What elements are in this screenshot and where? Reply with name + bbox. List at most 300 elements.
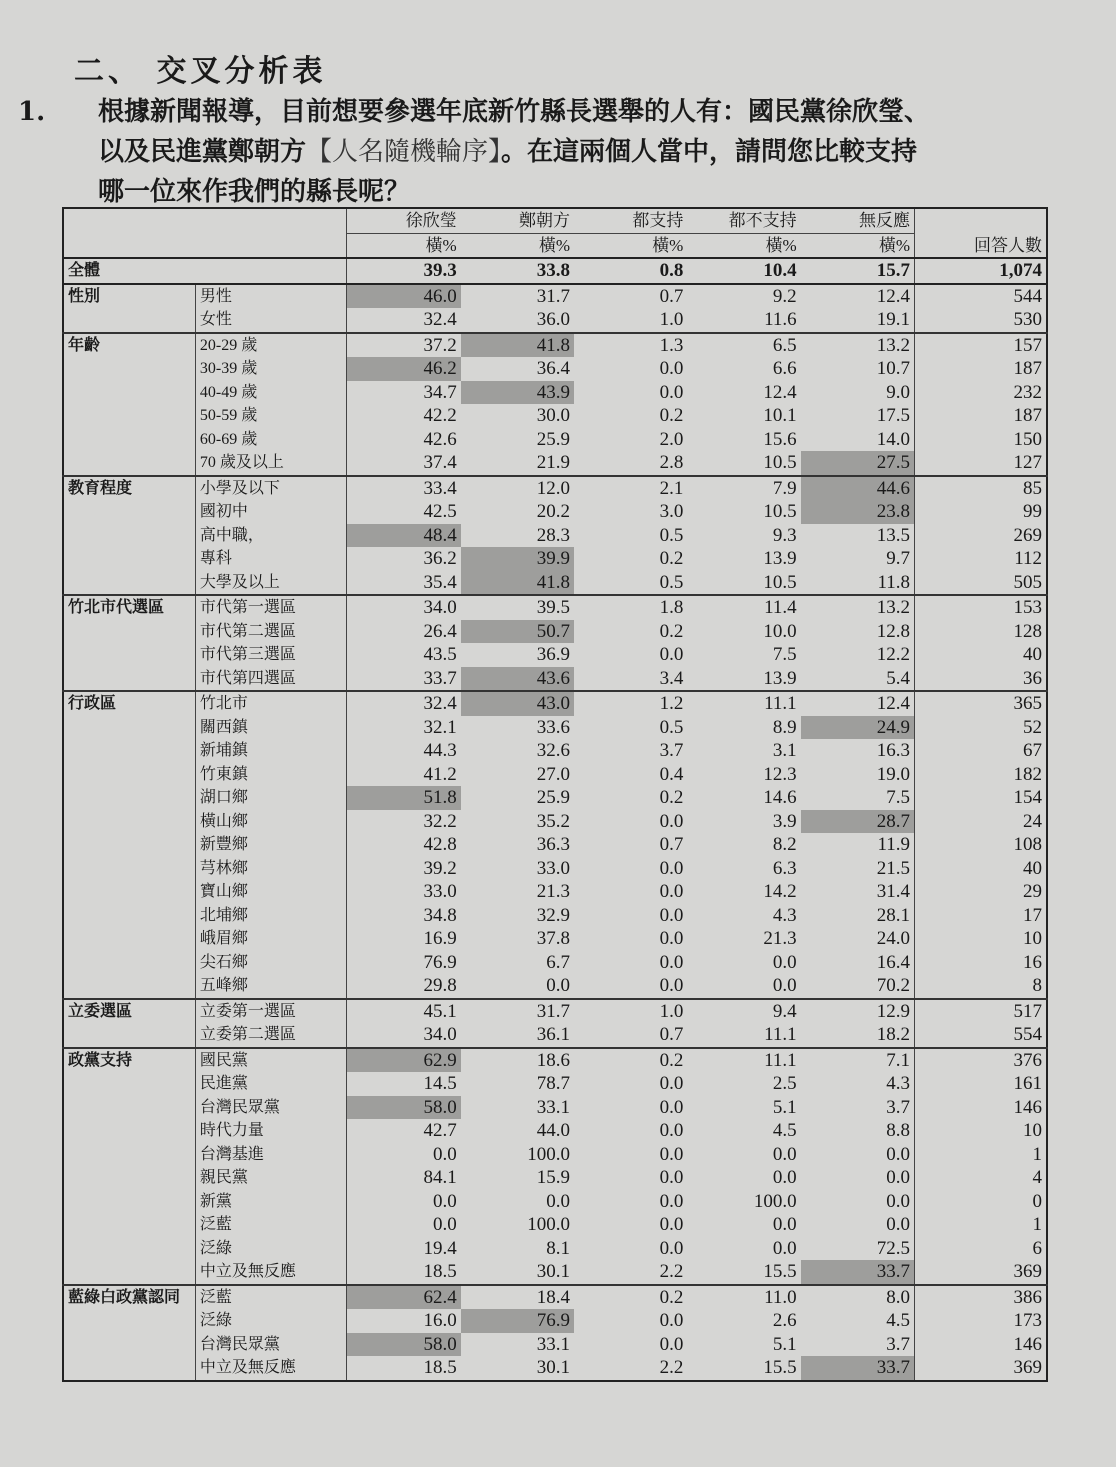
value-cell: 0.2 xyxy=(574,1048,687,1073)
highlighted-value-cell: 76.9 xyxy=(461,1309,574,1333)
value-cell: 9.0 xyxy=(801,381,915,405)
respondent-count-cell: 36 xyxy=(915,667,1047,692)
row-label: 立委第一選區 xyxy=(195,999,346,1024)
value-cell: 34.0 xyxy=(347,595,461,620)
table-row xyxy=(63,476,1047,501)
highlighted-value-cell: 46.2 xyxy=(347,357,461,381)
value-cell: 12.4 xyxy=(801,284,915,309)
value-cell: 1.3 xyxy=(574,333,687,358)
value-cell: 84.1 xyxy=(423,1167,457,1189)
value-cell: 0.0 xyxy=(659,904,684,926)
value-cell: 3.7 xyxy=(659,740,684,762)
value-cell: 8.2 xyxy=(772,834,797,856)
value-cell: 12.8 xyxy=(801,620,915,644)
table-body xyxy=(63,258,1047,1381)
question-text xyxy=(18,92,1068,212)
respondent-count-cell: 386 xyxy=(915,1285,1047,1310)
respondent-count-cell: 232 xyxy=(915,381,1047,405)
value-cell: 36.9 xyxy=(536,644,571,666)
value-cell: 0.0 xyxy=(772,951,797,973)
value-cell: 0.0 xyxy=(659,928,684,950)
value-cell: 4.3 xyxy=(801,1072,915,1096)
value-cell: 2.0 xyxy=(659,428,684,450)
value-cell: 0.0 xyxy=(772,1143,797,1165)
value-cell: 0.0 xyxy=(659,1096,684,1118)
value-cell: 32.4 xyxy=(347,691,461,716)
value-cell: 37.2 xyxy=(347,333,461,358)
row-label: 芎林鄉 xyxy=(195,857,346,881)
value-cell: 15.5 xyxy=(763,1357,797,1379)
value-cell: 7.5 xyxy=(772,644,797,666)
value-cell: 36.2 xyxy=(423,548,457,570)
value-cell: 12.4 xyxy=(763,381,797,403)
value-cell: 11.1 xyxy=(687,691,800,716)
value-cell: 0.0 xyxy=(801,1166,915,1190)
value-cell: 5.1 xyxy=(772,1333,797,1355)
value-cell: 44.3 xyxy=(423,740,457,762)
table-row xyxy=(63,620,1047,644)
value-cell: 15.6 xyxy=(763,428,797,450)
value-cell: 0.5 xyxy=(659,571,684,593)
random-order-note: 【人名隨機輪序】 xyxy=(306,137,502,167)
value-cell: 9.4 xyxy=(687,999,800,1024)
value-cell: 0.0 xyxy=(659,1214,684,1236)
value-cell: 0.0 xyxy=(432,1143,457,1165)
value-cell: 3.9 xyxy=(772,810,797,832)
value-cell: 1.2 xyxy=(574,691,687,716)
value-cell: 31.7 xyxy=(461,284,574,309)
row-label: 湖口鄉 xyxy=(195,786,346,810)
value-cell: 42.6 xyxy=(423,428,457,450)
row-label: 寶山鄉 xyxy=(195,880,346,904)
value-cell: 12.9 xyxy=(801,999,915,1024)
value-cell: 0.0 xyxy=(801,1213,915,1237)
value-cell: 19.1 xyxy=(801,308,915,333)
value-cell: 0.7 xyxy=(574,284,687,309)
question-line-3: 哪一位來作我們的縣長呢？ xyxy=(98,177,411,207)
row-label: 市代第三選區 xyxy=(195,643,346,667)
row-label: 20-29 歲 xyxy=(195,333,346,358)
table-row xyxy=(63,1237,1047,1261)
group-label: 性別 xyxy=(63,284,195,333)
value-cell: 3.1 xyxy=(772,740,797,762)
value-cell: 21.3 xyxy=(536,881,571,903)
value-cell: 29.8 xyxy=(423,975,457,997)
header-unit: 橫% xyxy=(801,233,915,258)
value-cell: 33.6 xyxy=(536,716,571,738)
header-respondent-count: 回答人數 xyxy=(915,208,1047,258)
value-cell: 6.5 xyxy=(687,333,800,358)
respondent-count-cell: 269 xyxy=(915,524,1047,548)
value-cell: 42.2 xyxy=(423,405,457,427)
highlighted-value-cell: 33.7 xyxy=(801,1260,915,1285)
highlighted-value-cell: 39.9 xyxy=(461,547,574,571)
value-cell: 30.0 xyxy=(536,405,571,427)
respondent-count-cell: 17 xyxy=(915,904,1047,928)
value-cell: 100.0 xyxy=(527,1143,571,1165)
value-cell: 8.0 xyxy=(801,1285,915,1310)
value-cell: 32.2 xyxy=(423,810,457,832)
value-cell: 11.9 xyxy=(801,833,915,857)
value-cell: 21.5 xyxy=(801,857,915,881)
value-cell: 36.3 xyxy=(536,834,571,856)
highlighted-value-cell: 62.4 xyxy=(347,1285,461,1310)
value-cell: 16.4 xyxy=(801,951,915,975)
table-row xyxy=(63,428,1047,452)
row-label: 時代力量 xyxy=(195,1119,346,1143)
value-cell: 26.4 xyxy=(423,620,457,642)
value-cell: 18.5 xyxy=(423,1261,457,1283)
value-cell: 43.5 xyxy=(423,644,457,666)
respondent-count-cell: 182 xyxy=(915,763,1047,787)
table-row xyxy=(63,1213,1047,1237)
respondent-count-cell: 544 xyxy=(915,284,1047,309)
value-cell: 37.4 xyxy=(423,452,457,474)
value-cell: 25.9 xyxy=(536,428,571,450)
respondent-count-cell: 99 xyxy=(915,500,1047,524)
section-title: 二、 交叉分析表 xyxy=(74,54,327,89)
respondent-count-cell: 1 xyxy=(915,1213,1047,1237)
row-label: 尖石鄉 xyxy=(195,951,346,975)
highlighted-value-cell: 58.0 xyxy=(347,1096,461,1120)
value-cell: 0.0 xyxy=(659,951,684,973)
respondent-count-cell: 16 xyxy=(915,951,1047,975)
value-cell: 0.0 xyxy=(659,1120,684,1142)
value-cell: 9.3 xyxy=(772,524,797,546)
value-cell: 33.1 xyxy=(536,1333,571,1355)
row-label: 市代第一選區 xyxy=(195,595,346,620)
table-row xyxy=(63,1285,1047,1310)
table-row xyxy=(63,763,1047,787)
row-label: 60-69 歲 xyxy=(195,428,346,452)
row-label: 國民黨 xyxy=(195,1048,346,1073)
row-label: 國初中 xyxy=(195,500,346,524)
respondent-count-cell: 517 xyxy=(915,999,1047,1024)
value-cell: 13.9 xyxy=(763,667,797,689)
respondent-count-cell: 67 xyxy=(915,739,1047,763)
respondent-count-cell: 146 xyxy=(915,1096,1047,1120)
value-cell: 0.7 xyxy=(659,1024,684,1046)
respondent-count-cell: 8 xyxy=(915,974,1047,999)
table-row xyxy=(63,571,1047,596)
group-label: 竹北市代選區 xyxy=(63,595,195,691)
value-cell: 0.2 xyxy=(574,1285,687,1310)
value-cell: 25.9 xyxy=(536,787,571,809)
value-cell: 0.0 xyxy=(659,1237,684,1259)
value-cell: 8.8 xyxy=(801,1119,915,1143)
respondent-count-cell: 554 xyxy=(915,1023,1047,1048)
table-row xyxy=(63,691,1047,716)
value-cell: 34.7 xyxy=(423,381,457,403)
header-unit: 橫% xyxy=(538,235,571,255)
value-cell: 11.1 xyxy=(764,1024,797,1046)
row-label: 市代第四選區 xyxy=(195,667,346,692)
respondent-count-cell: 85 xyxy=(915,476,1047,501)
table-row xyxy=(63,1333,1047,1357)
highlighted-value-cell: 46.0 xyxy=(347,284,461,309)
value-cell: 33.7 xyxy=(423,667,457,689)
value-cell: 0.0 xyxy=(659,644,684,666)
value-cell: 0.0 xyxy=(659,1190,684,1212)
row-label: 五峰鄉 xyxy=(195,974,346,999)
value-cell: 0.0 xyxy=(772,1214,797,1236)
value-cell: 12.0 xyxy=(461,476,574,501)
value-cell: 6.3 xyxy=(772,857,797,879)
value-cell: 42.7 xyxy=(423,1120,457,1142)
row-label: 竹東鎮 xyxy=(195,763,346,787)
value-cell: 0.2 xyxy=(659,620,684,642)
value-cell: 8.1 xyxy=(546,1237,571,1259)
respondent-count-cell: 4 xyxy=(915,1166,1047,1190)
value-cell: 13.2 xyxy=(801,333,915,358)
value-cell: 41.2 xyxy=(423,763,457,785)
respondent-count-cell: 187 xyxy=(915,404,1047,428)
value-cell: 13.9 xyxy=(763,548,797,570)
value-cell: 0.0 xyxy=(659,381,684,403)
question-line-2: 以及民進黨鄭朝方【人名隨機輪序】。在這兩個人當中，請問您比較支持 xyxy=(98,137,918,167)
value-cell: 12.4 xyxy=(801,691,915,716)
value-cell: 39.5 xyxy=(461,595,574,620)
value-cell: 32.4 xyxy=(423,309,457,331)
value-cell: 10.5 xyxy=(763,571,797,593)
row-label: 親民黨 xyxy=(195,1166,346,1190)
value-cell: 30.1 xyxy=(536,1357,571,1379)
total-value: 10.4 xyxy=(687,258,800,284)
respondent-count-cell: 40 xyxy=(915,643,1047,667)
table-row xyxy=(63,451,1047,476)
value-cell: 15.5 xyxy=(763,1261,797,1283)
row-label: 40-49 歲 xyxy=(195,381,346,405)
value-cell: 20.2 xyxy=(536,501,571,523)
value-cell: 32.6 xyxy=(536,740,571,762)
total-row xyxy=(63,258,1047,284)
highlighted-value-cell: 23.8 xyxy=(801,500,915,524)
value-cell: 11.6 xyxy=(764,309,797,331)
row-label: 關西鎮 xyxy=(195,716,346,740)
value-cell: 36.0 xyxy=(536,309,571,331)
row-label: 竹北市 xyxy=(195,691,346,716)
value-cell: 42.8 xyxy=(423,834,457,856)
respondent-count-cell: 157 xyxy=(915,333,1047,358)
highlighted-value-cell: 24.9 xyxy=(801,716,915,740)
value-cell: 30.1 xyxy=(536,1261,571,1283)
total-value: 0.8 xyxy=(574,258,687,284)
value-cell: 19.0 xyxy=(801,763,915,787)
highlighted-value-cell: 43.6 xyxy=(461,667,574,692)
table-row xyxy=(63,1096,1047,1120)
value-cell: 0.0 xyxy=(659,1143,684,1165)
value-cell: 0.0 xyxy=(772,1237,797,1259)
value-cell: 2.6 xyxy=(772,1310,797,1332)
value-cell: 70.2 xyxy=(801,974,915,999)
total-value: 39.3 xyxy=(347,258,461,284)
value-cell: 4.5 xyxy=(772,1120,797,1142)
row-label: 泛藍 xyxy=(195,1213,346,1237)
row-label: 小學及以下 xyxy=(195,476,346,501)
table-row xyxy=(63,1143,1047,1167)
value-cell: 0.7 xyxy=(659,834,684,856)
row-label: 泛藍 xyxy=(195,1285,346,1310)
header-candidate-3: 都不支持 xyxy=(687,208,800,233)
value-cell: 18.4 xyxy=(461,1285,574,1310)
value-cell: 17.5 xyxy=(801,404,915,428)
row-label: 新埔鎮 xyxy=(195,739,346,763)
value-cell: 6.6 xyxy=(772,358,797,380)
value-cell: 35.2 xyxy=(536,810,571,832)
table-row xyxy=(63,1190,1047,1214)
table-row xyxy=(63,667,1047,692)
table-row xyxy=(63,595,1047,620)
respondent-count-cell: 40 xyxy=(915,857,1047,881)
total-value: 33.8 xyxy=(461,258,574,284)
respondent-count-cell: 108 xyxy=(915,833,1047,857)
value-cell: 32.1 xyxy=(423,716,457,738)
value-cell: 21.3 xyxy=(763,928,797,950)
respondent-count-cell: 173 xyxy=(915,1309,1047,1333)
value-cell: 0.0 xyxy=(659,1073,684,1095)
value-cell: 7.1 xyxy=(801,1048,915,1073)
group-label: 政黨支持 xyxy=(63,1048,195,1285)
highlighted-value-cell: 33.7 xyxy=(801,1356,915,1381)
value-cell: 78.7 xyxy=(536,1073,571,1095)
respondent-count-cell: 505 xyxy=(915,571,1047,596)
total-value: 15.7 xyxy=(801,258,915,284)
highlighted-value-cell: 43.9 xyxy=(461,381,574,405)
value-cell: 11.0 xyxy=(687,1285,800,1310)
value-cell: 14.5 xyxy=(423,1073,457,1095)
value-cell: 12.2 xyxy=(801,643,915,667)
cross-analysis-table xyxy=(62,207,1048,1382)
header-candidate-0: 徐欣瑩 xyxy=(347,208,461,233)
table-row xyxy=(63,524,1047,548)
table-row xyxy=(63,904,1047,928)
group-label: 藍綠白政黨認同 xyxy=(63,1285,195,1381)
value-cell: 0.2 xyxy=(659,405,684,427)
group-label: 教育程度 xyxy=(63,476,195,596)
value-cell: 36.4 xyxy=(536,358,571,380)
value-cell: 3.7 xyxy=(801,1096,915,1120)
table-row xyxy=(63,404,1047,428)
value-cell: 32.9 xyxy=(536,904,571,926)
value-cell: 33.0 xyxy=(423,881,457,903)
question-number: 1. xyxy=(18,97,46,127)
value-cell: 28.3 xyxy=(536,524,571,546)
value-cell: 0.0 xyxy=(546,975,571,997)
value-cell: 15.9 xyxy=(536,1167,571,1189)
header-unit: 橫% xyxy=(652,235,684,255)
value-cell: 1.0 xyxy=(574,999,687,1024)
row-label: 30-39 歲 xyxy=(195,357,346,381)
total-label: 全體 xyxy=(63,258,347,284)
value-cell: 1.0 xyxy=(659,309,684,331)
value-cell: 0.0 xyxy=(659,358,684,380)
value-cell: 3.4 xyxy=(659,667,684,689)
respondent-count-cell: 29 xyxy=(915,880,1047,904)
header-unit: 橫% xyxy=(765,235,797,255)
group-label: 立委選區 xyxy=(63,999,195,1048)
value-cell: 5.4 xyxy=(801,667,915,692)
highlighted-value-cell: 50.7 xyxy=(461,620,574,644)
table-row xyxy=(63,716,1047,740)
table-row xyxy=(63,1119,1047,1143)
value-cell: 0.0 xyxy=(546,1190,571,1212)
value-cell: 0.0 xyxy=(432,1190,457,1212)
value-cell: 4.5 xyxy=(801,1309,915,1333)
value-cell: 1.8 xyxy=(574,595,687,620)
header-candidate-4: 無反應 xyxy=(801,208,915,233)
value-cell: 34.8 xyxy=(423,904,457,926)
row-label: 女性 xyxy=(195,308,346,333)
value-cell: 0.0 xyxy=(659,881,684,903)
respondent-count-cell: 161 xyxy=(915,1072,1047,1096)
row-label: 專科 xyxy=(195,547,346,571)
respondent-count-cell: 530 xyxy=(915,308,1047,333)
value-cell: 9.2 xyxy=(687,284,800,309)
table-row xyxy=(63,333,1047,358)
value-cell: 0.4 xyxy=(659,763,684,785)
respondent-count-cell: 128 xyxy=(915,620,1047,644)
value-cell: 100.0 xyxy=(527,1214,571,1236)
row-label: 立委第二選區 xyxy=(195,1023,346,1048)
table-row xyxy=(63,500,1047,524)
table-row xyxy=(63,1356,1047,1381)
header-blank xyxy=(63,208,347,258)
value-cell: 33.1 xyxy=(536,1096,571,1118)
value-cell: 0.0 xyxy=(659,1333,684,1355)
value-cell: 0.2 xyxy=(659,787,684,809)
value-cell: 0.0 xyxy=(659,975,684,997)
table-row xyxy=(63,810,1047,834)
table-row xyxy=(63,357,1047,381)
row-label: 台灣民眾黨 xyxy=(195,1096,346,1120)
value-cell: 18.5 xyxy=(423,1357,457,1379)
highlighted-value-cell: 44.6 xyxy=(801,476,915,501)
row-label: 新豐鄉 xyxy=(195,833,346,857)
value-cell: 3.0 xyxy=(659,501,684,523)
respondent-count-cell: 52 xyxy=(915,716,1047,740)
respondent-count-cell: 112 xyxy=(915,547,1047,571)
value-cell: 37.8 xyxy=(536,928,571,950)
value-cell: 12.3 xyxy=(763,763,797,785)
value-cell: 19.4 xyxy=(423,1237,457,1259)
value-cell: 34.0 xyxy=(423,1024,457,1046)
highlighted-value-cell: 41.8 xyxy=(461,571,574,596)
highlighted-value-cell: 58.0 xyxy=(347,1333,461,1357)
row-label: 北埔鄉 xyxy=(195,904,346,928)
value-cell: 11.1 xyxy=(687,1048,800,1073)
value-cell: 0.5 xyxy=(659,716,684,738)
value-cell: 16.3 xyxy=(801,739,915,763)
value-cell: 44.0 xyxy=(536,1120,571,1142)
table-row xyxy=(63,880,1047,904)
row-label: 峨眉鄉 xyxy=(195,927,346,951)
value-cell: 16.9 xyxy=(423,928,457,950)
value-cell: 18.2 xyxy=(801,1023,915,1048)
value-cell: 0.0 xyxy=(801,1143,915,1167)
value-cell: 36.1 xyxy=(536,1024,571,1046)
table-row xyxy=(63,927,1047,951)
value-cell: 16.0 xyxy=(423,1310,457,1332)
highlighted-value-cell: 41.8 xyxy=(461,333,574,358)
respondent-count-cell: 146 xyxy=(915,1333,1047,1357)
value-cell: 72.5 xyxy=(801,1237,915,1261)
value-cell: 11.8 xyxy=(801,571,915,596)
table-row xyxy=(63,308,1047,333)
row-label: 橫山鄉 xyxy=(195,810,346,834)
row-label: 新黨 xyxy=(195,1190,346,1214)
row-label: 大學及以上 xyxy=(195,571,346,596)
respondent-count-cell: 365 xyxy=(915,691,1047,716)
